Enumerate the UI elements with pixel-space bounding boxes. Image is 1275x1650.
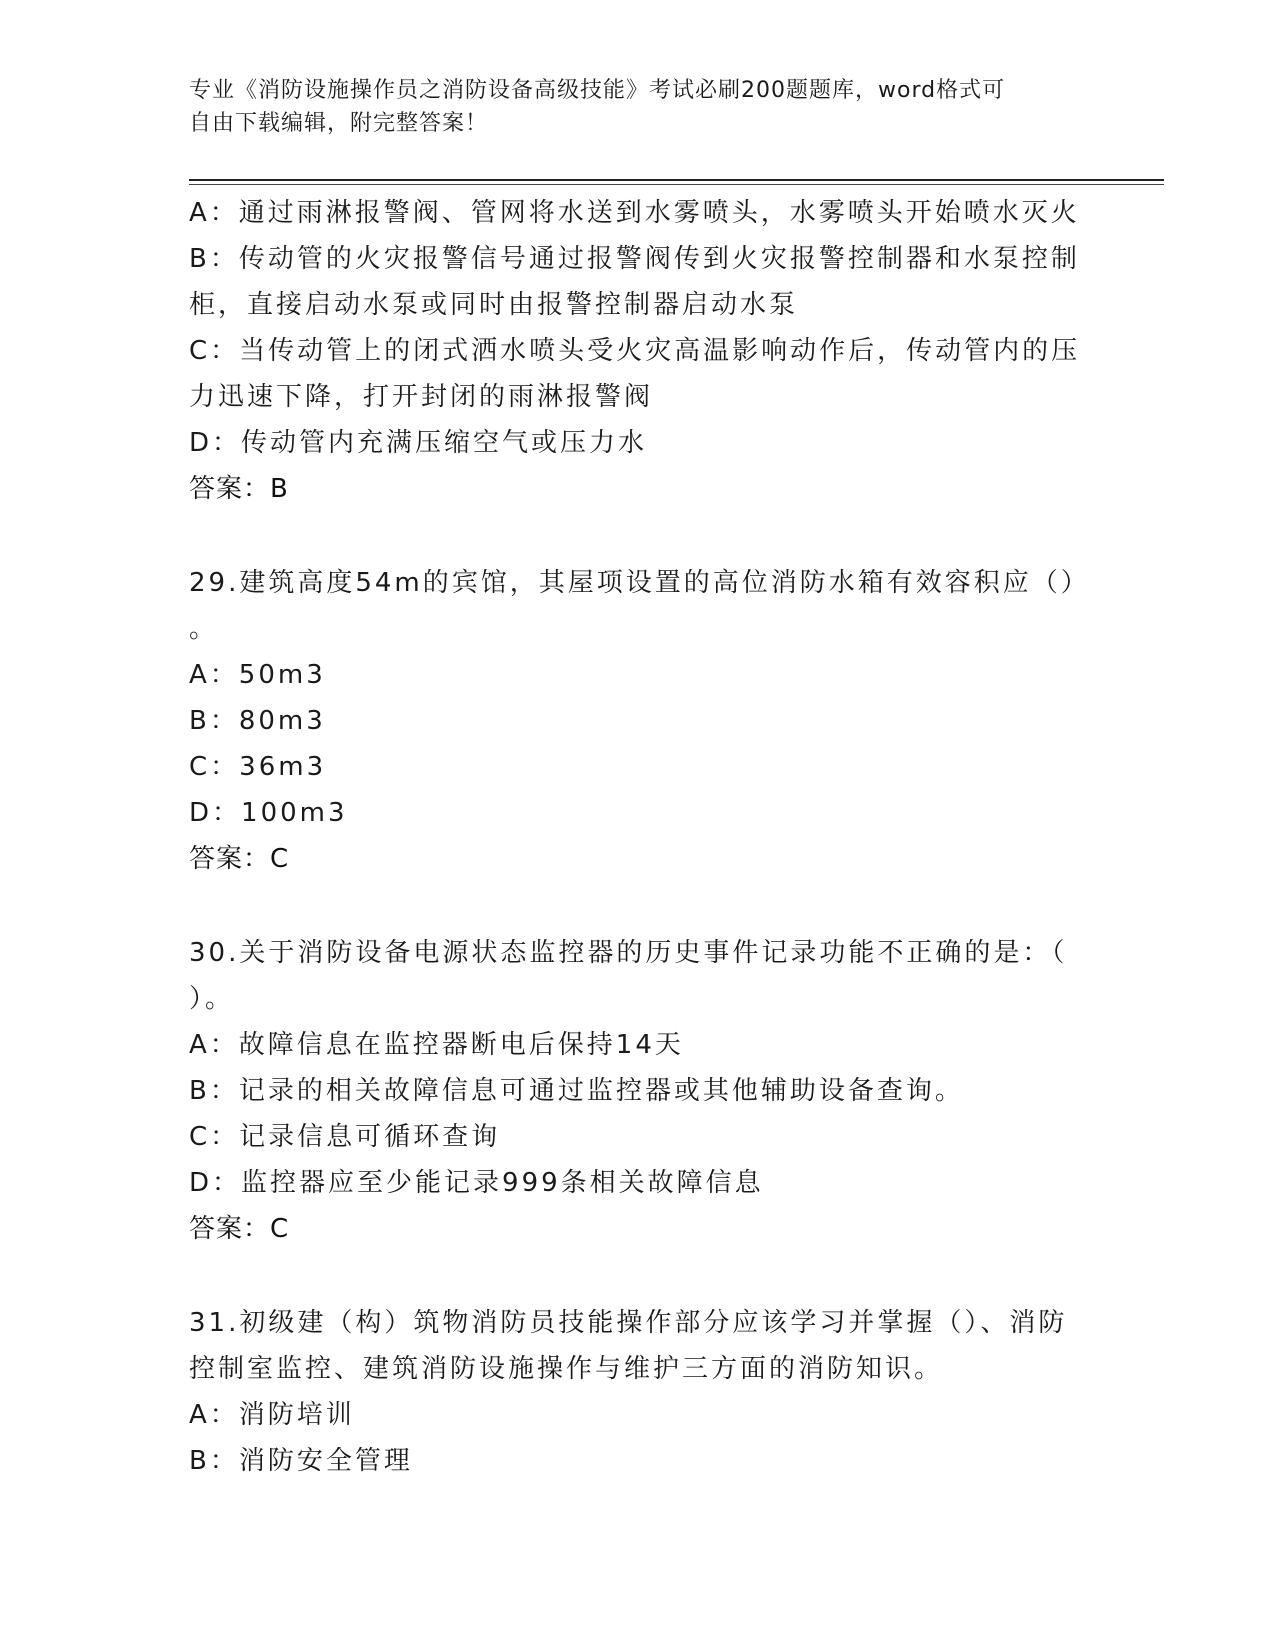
answer-label: 答案：C [189, 1214, 290, 1244]
option-c: C：记录信息可循环查询 [189, 1122, 501, 1152]
answer-label: 答案：B [189, 474, 289, 504]
document-header [189, 74, 1089, 140]
question-30-block [189, 930, 1089, 1252]
question-28-block [189, 190, 1089, 512]
question-text: 31.初级建（构）筑物消防员技能操作部分应该学习并掌握（）、消防 [189, 1308, 1068, 1338]
header-divider-thin [189, 184, 1164, 185]
question-text: 29.建筑高度54m的宾馆，其屋项设置的高位消防水箱有效容积应（） [189, 568, 1090, 598]
option-b: B：记录的相关故障信息可通过监控器或其他辅助设备查询。 [189, 1076, 964, 1106]
option-b: B：消防安全管理 [189, 1446, 413, 1476]
option-b-continued: 柜，直接启动水泵或同时由报警控制器启动水泵 [189, 290, 799, 320]
document-body [189, 190, 1089, 1484]
option-d: D：100m3 [189, 798, 348, 828]
option-a: A：故障信息在监控器断电后保持14天 [189, 1030, 684, 1060]
option-b: B：传动管的火灾报警信号通过报警阀传到火灾报警控制器和水泵控制 [189, 244, 1080, 274]
option-d: D：传动管内充满压缩空气或压力水 [189, 428, 648, 458]
header-divider-thick [189, 179, 1164, 181]
option-c: C：36m3 [189, 752, 327, 782]
question-29-block [189, 560, 1089, 882]
question-text-continued: ）。 [189, 984, 235, 1014]
question-31-block [189, 1300, 1089, 1484]
option-b: B：80m3 [189, 706, 326, 736]
question-text-continued: 。 [189, 614, 219, 644]
option-a: A：通过雨淋报警阀、管网将水送到水雾喷头，水雾喷头开始喷水灭火 [189, 198, 1080, 228]
question-text-continued: 控制室监控、建筑消防设施操作与维护三方面的消防知识。 [189, 1354, 944, 1384]
option-a: A：50m3 [189, 660, 326, 690]
option-d: D：监控器应至少能记录999条相关故障信息 [189, 1168, 764, 1198]
option-c-continued: 力迅速下降，打开封闭的雨淋报警阀 [189, 382, 654, 412]
header-line-1: 专业《消防设施操作员之消防设备高级技能》考试必刷200题题库，word格式可 [189, 78, 1006, 103]
question-text: 30.关于消防设备电源状态监控器的历史事件记录功能不正确的是：（ [189, 938, 1068, 968]
option-a: A：消防培训 [189, 1400, 355, 1430]
header-line-2: 自由下载编辑，附完整答案！ [189, 111, 489, 136]
answer-label: 答案：C [189, 844, 290, 874]
option-c: C：当传动管上的闭式洒水喷头受火灾高温影响动作后，传动管内的压 [189, 336, 1081, 366]
